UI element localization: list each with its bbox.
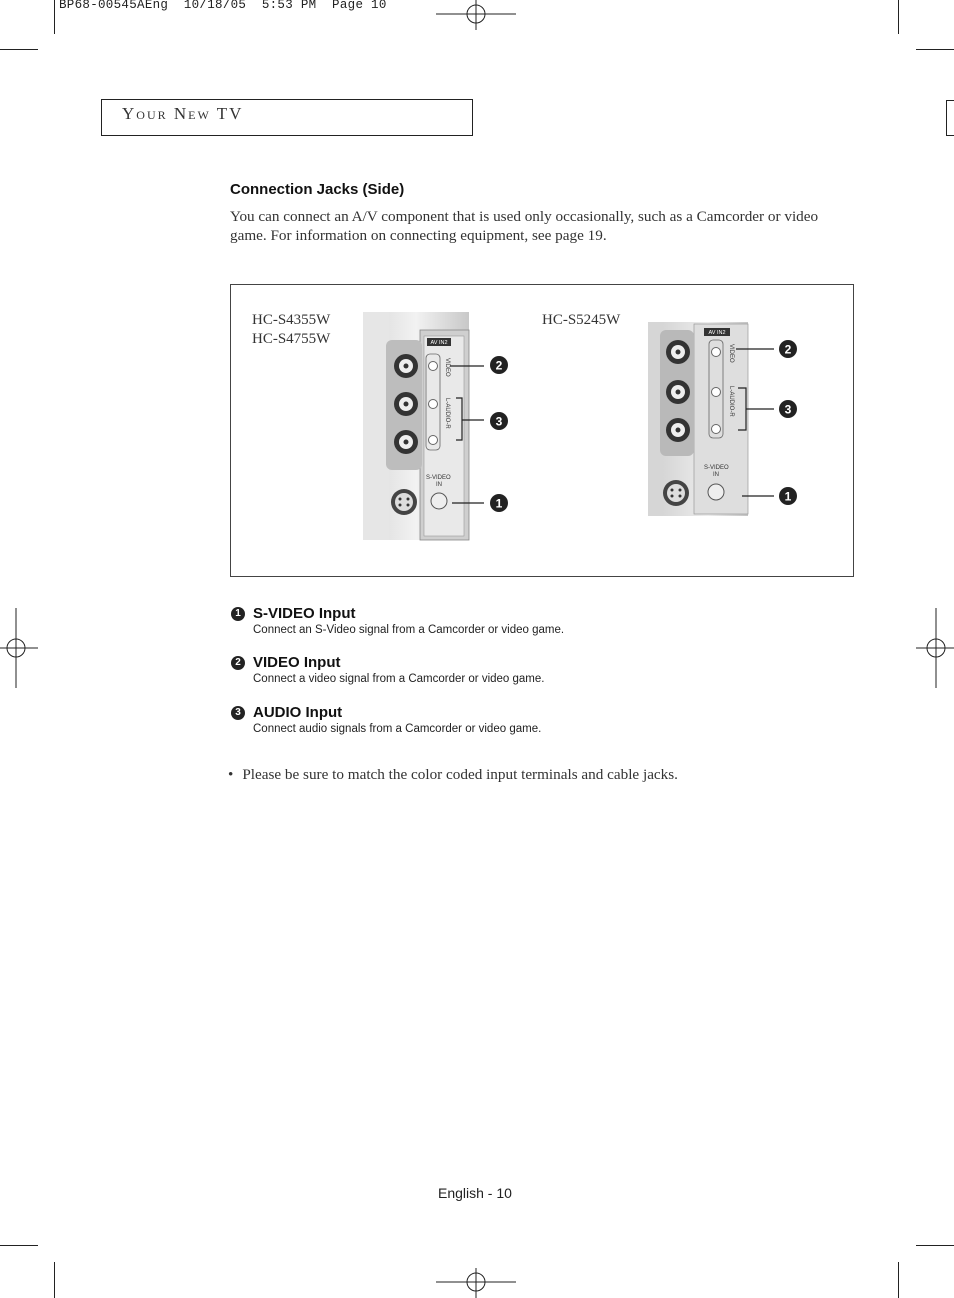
rca-jack-audio-l — [394, 392, 418, 416]
svg-text:1: 1 — [784, 489, 792, 504]
svideo-label: S-VIDEO — [704, 465, 729, 471]
callout-2 — [779, 340, 797, 358]
rca-jack-video — [394, 354, 418, 378]
rca-jack-audio-r — [394, 430, 418, 454]
item-description: Connect a video signal from a Camcorder or video game. — [253, 673, 545, 685]
svg-text:1: 1 — [495, 496, 503, 511]
svideo-jack — [391, 489, 417, 515]
page-heading: Connection Jacks (Side) — [230, 181, 405, 198]
item-number: 2 — [231, 656, 245, 670]
intro-paragraph: You can connect an A/V component that is used only occasionally, such as a Camcorder or video game. For information on connecting equipment, see page 19. — [230, 208, 819, 244]
left-model-list — [252, 311, 330, 349]
svg-text:2: 2 — [495, 358, 503, 373]
note-text: Please be sure to match the color coded input terminals and cable jacks. — [242, 766, 678, 783]
video-label: VIDEO — [728, 344, 734, 363]
audio-label: L-AUDIO-R — [728, 386, 734, 417]
callout-3 — [779, 400, 797, 418]
svg-text:2: 2 — [784, 342, 792, 357]
av-label: AV IN2 — [430, 340, 448, 346]
chapter-tab-mark — [946, 100, 954, 136]
svideo-label: S-VIDEO — [426, 475, 451, 481]
callout-2 — [490, 356, 508, 374]
right-jack-panel — [646, 320, 806, 520]
callout-1 — [490, 494, 508, 512]
rca-jack-audio-r — [666, 418, 690, 442]
item-title: VIDEO Input — [253, 654, 341, 671]
section-title: Your New TV — [122, 104, 244, 123]
svideo-jack — [663, 480, 689, 506]
registration-mark-right — [916, 608, 954, 688]
item-description: Connect an S-Video signal from a Camcorder or video game. — [253, 624, 565, 636]
registration-mark-left — [0, 608, 38, 688]
audio-label: L-AUDIO-R — [444, 398, 450, 429]
callout-3 — [490, 412, 508, 430]
callout-1 — [779, 487, 797, 505]
item-number: 3 — [231, 706, 245, 720]
note-bullet — [228, 766, 678, 784]
av-label: AV IN2 — [708, 330, 726, 336]
item-svideo — [231, 605, 564, 636]
rca-jack-audio-l — [666, 380, 690, 404]
item-audio — [231, 704, 541, 735]
item-video — [231, 654, 544, 685]
item-number: 1 — [231, 607, 245, 621]
registration-mark-bottom — [436, 1268, 516, 1298]
item-title: S-VIDEO Input — [253, 605, 356, 622]
svg-text:3: 3 — [495, 414, 503, 429]
item-description: Connect audio signals from a Camcorder or video game. — [253, 723, 542, 735]
print-header: BP68-00545AEng 10/18/05 5:53 PM Page 10 — [59, 0, 387, 12]
svg-text:3: 3 — [784, 402, 792, 417]
model-name: HC-S4755W — [252, 331, 331, 347]
left-jack-panel — [360, 310, 520, 542]
right-model-name: HC-S5245W — [542, 312, 621, 328]
svideo-label-in: IN — [436, 482, 442, 488]
bullet-icon: • — [228, 766, 234, 783]
video-label: VIDEO — [444, 358, 450, 377]
svideo-label-in: IN — [713, 472, 719, 478]
page-footer: English - 10 — [438, 1185, 512, 1201]
model-name: HC-S4355W — [252, 312, 331, 328]
registration-mark-top — [436, 0, 516, 30]
rca-jack-video — [666, 340, 690, 364]
item-title: AUDIO Input — [253, 704, 343, 721]
